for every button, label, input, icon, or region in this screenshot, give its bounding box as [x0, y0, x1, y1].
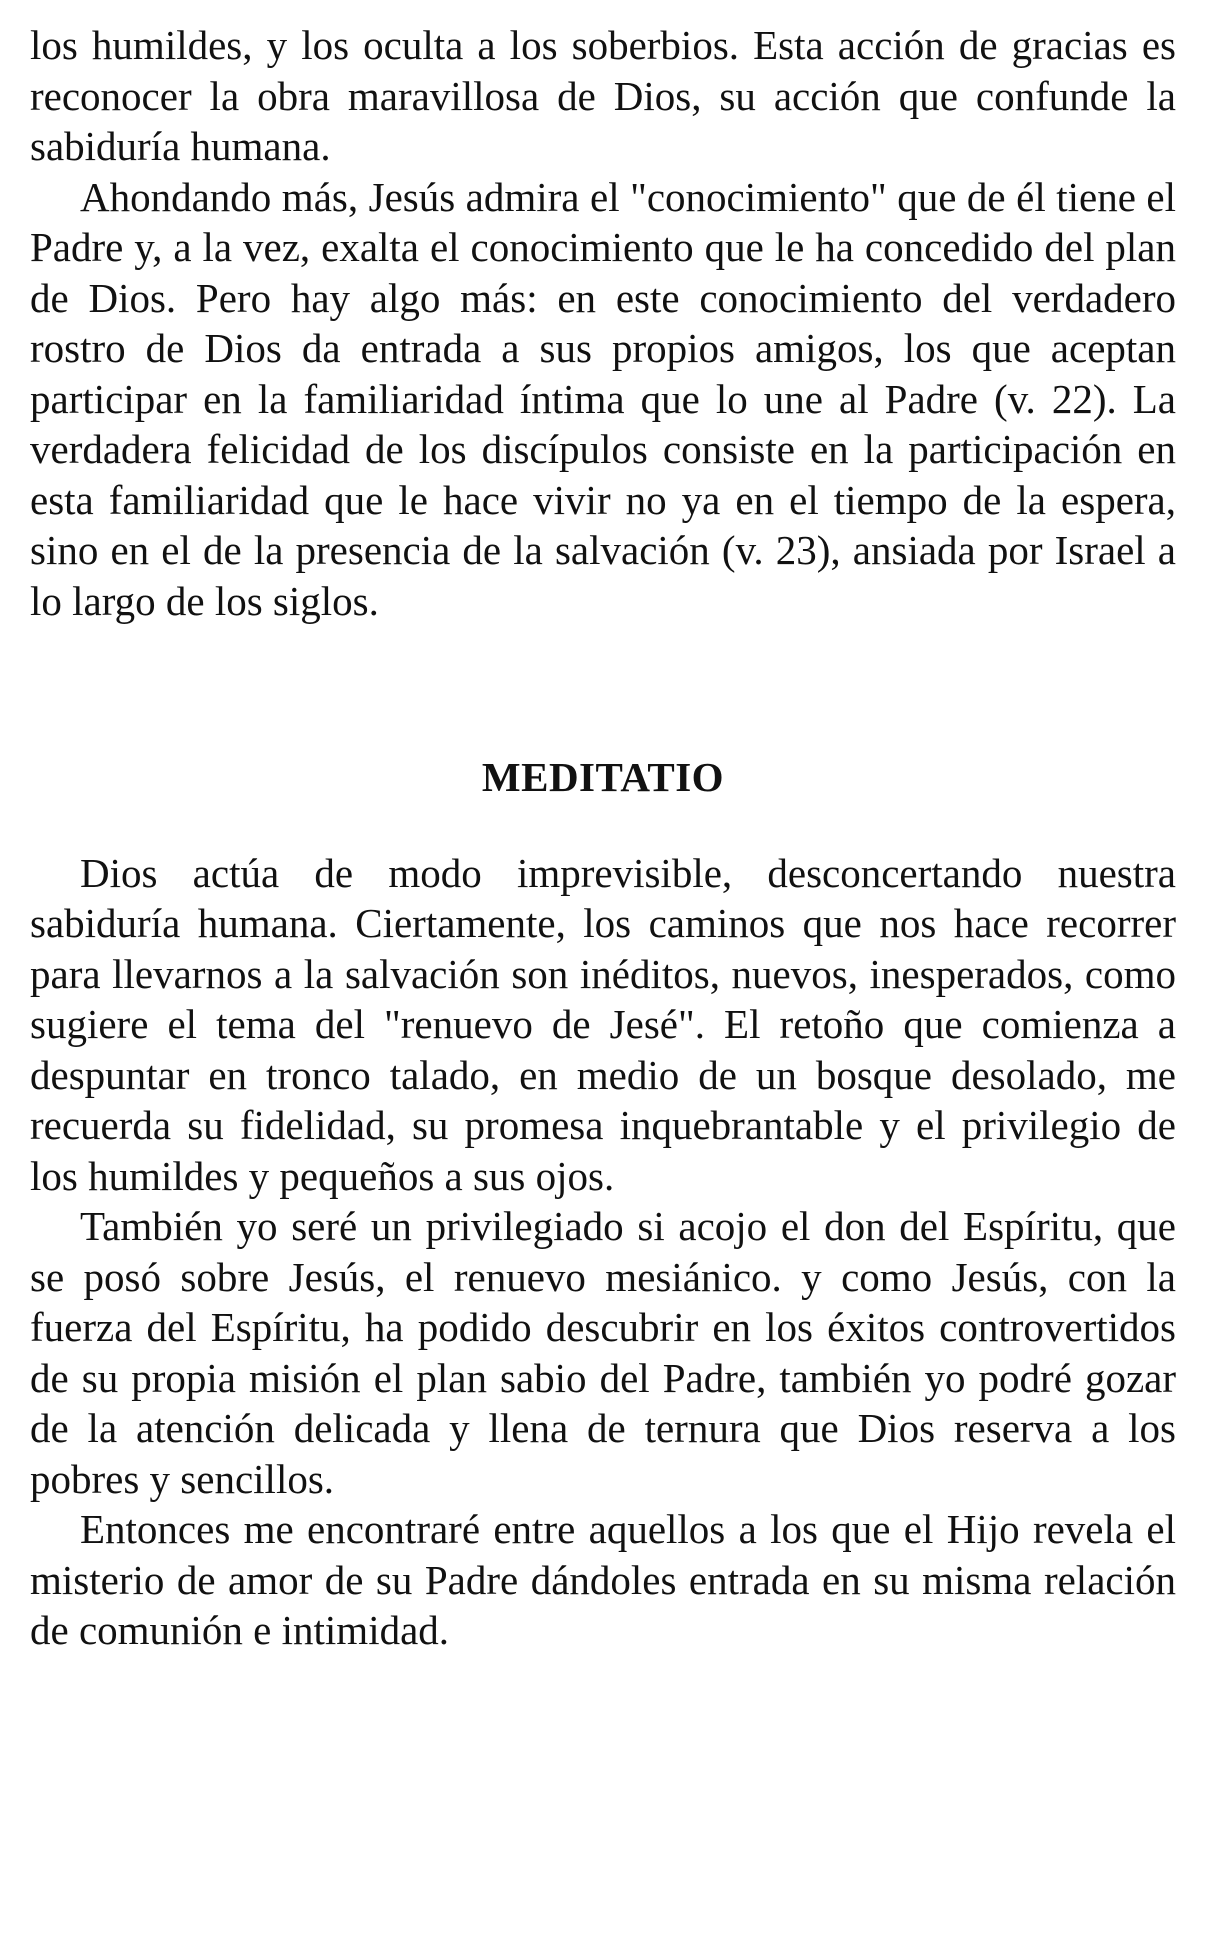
paragraph-entonces: Entonces me encontraré entre aquellos a los que el Hijo revela el misterio de amor de su Padre dándoles entrada en su misma relación de comunión e intimidad.	[30, 1506, 1176, 1653]
paragraph-tambien-yo: También yo seré un privilegiado si acojo el don del Espíritu, que se posó sobre Jesús, el renuevo mesiánico. y como Jesús, con la fuerza del Espíritu, ha podido descubrir en los éxitos controvertidos de su propia misión el plan sabio del Padre, también yo podré gozar de la atención delicada y llena de ternura que Dios reserva a los pobres y sencillos.	[30, 1203, 1176, 1502]
paragraph-continuation: los humildes, y los oculta a los soberbios. Esta acción de gracias es reconocer la obra maravillosa de Dios, su acción que confunde la sabiduría humana.	[30, 22, 1176, 169]
section-heading-meditatio: MEDITATIO	[481, 754, 725, 800]
paragraph-dios-actua: Dios actúa de modo imprevisible, desconcertando nuestra sabiduría humana. Ciertamente, los caminos que nos hace recorrer para llevarnos a la salvación son inéditos, nuevos, inesperados, como sugiere el tema del "renuevo de Jesé". El retoño que comienza a despuntar en tronco talado, en medio de un bosque desolado, me recuerda su fidelidad, su promesa inquebrantable y el privilegio de los humildes y pequeños a sus ojos.	[30, 849, 1176, 1199]
paragraph-ahondando: Ahondando más, Jesús admira el "conocimiento" que de él tiene el Padre y, a la vez, exalta el conocimiento que le ha concedido del plan de Dios. Pero hay algo más: en este conocimiento del verdadero rostro de Dios da entrada a sus propios amigos, los que aceptan participar en la familiaridad íntima que lo une al Padre (v. 22). La verdadera felicidad de los discípulos consiste en la participación en esta familiaridad que le hace vivir no ya en el tiempo de la espera, sino en el de la presencia de la salvación (v. 23), ansiada por Israel a lo largo de los siglos.	[30, 173, 1176, 624]
book-page	[30, 20, 1176, 1656]
